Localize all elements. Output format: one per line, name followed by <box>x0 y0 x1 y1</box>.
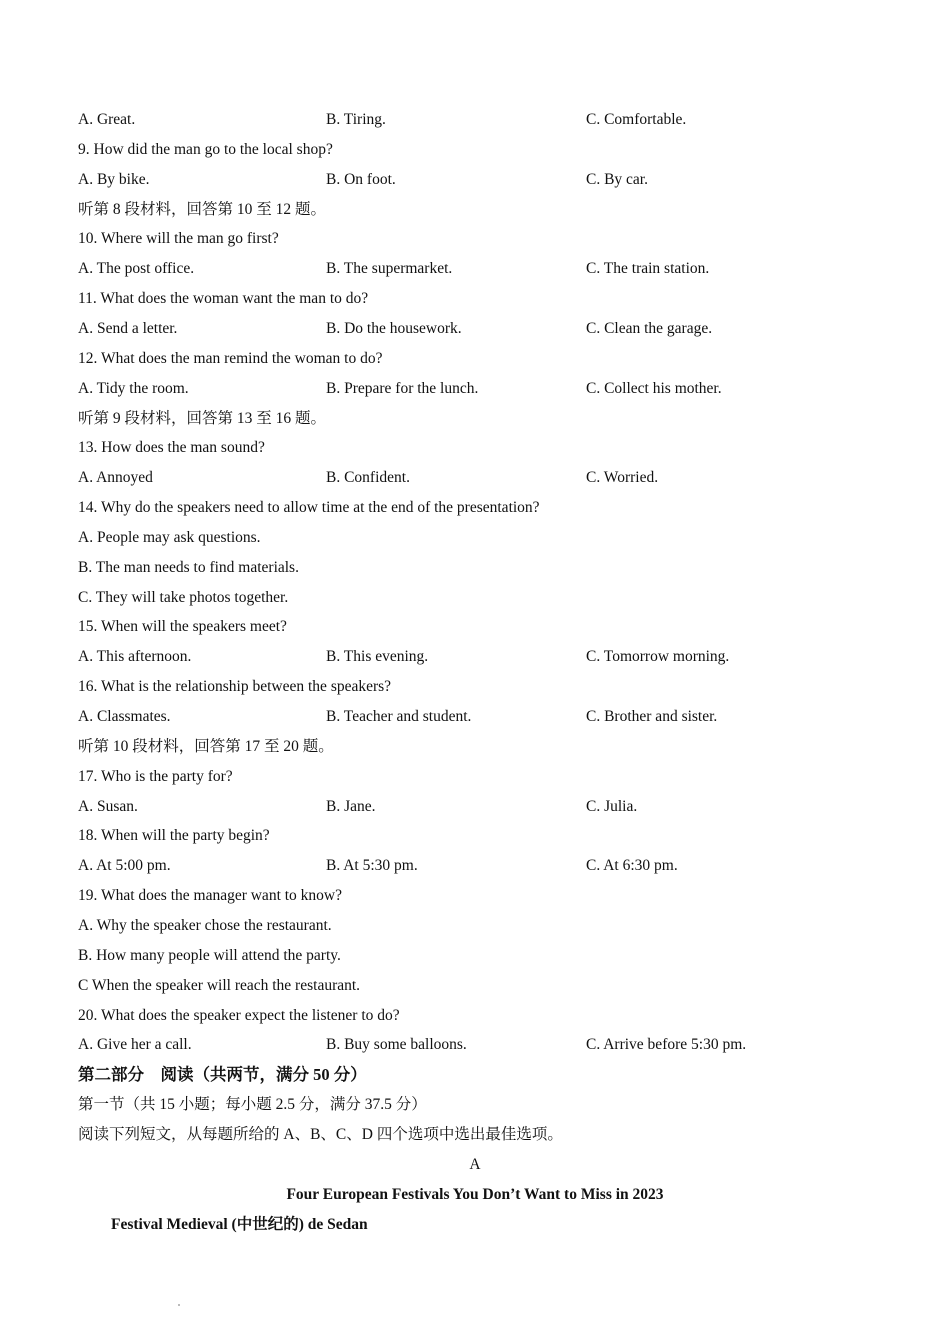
question-line: 13. How does the man sound? <box>78 439 265 457</box>
answer-option: B. Prepare for the lunch. <box>326 379 479 397</box>
answer-option: B. On foot. <box>326 170 396 188</box>
passage-letter: A <box>469 1156 481 1173</box>
question-line: 19. What does the manager want to know? <box>78 887 342 905</box>
answer-option: A. Tidy the room. <box>78 379 189 397</box>
answer-option: C. The train station. <box>586 260 710 278</box>
answer-option: C. Arrive before 5:30 pm. <box>586 1036 747 1054</box>
answer-option: C. Worried. <box>586 469 659 487</box>
answer-option: A. The post office. <box>78 260 195 278</box>
passage-subheading: Festival Medieval (中世纪的) de Sedan <box>111 1216 368 1233</box>
answer-option: C. Comfortable. <box>586 111 687 128</box>
answer-option: C. Julia. <box>586 797 638 815</box>
answer-option: A. Great. <box>78 111 136 128</box>
question-line: 14. Why do the speakers need to allow time at the end of the presentation? <box>78 499 540 517</box>
answer-option: B. Do the housework. <box>326 319 462 337</box>
answer-option: B. Jane. <box>326 797 376 815</box>
answer-option: C. Brother and sister. <box>586 708 718 725</box>
question-line: 11. What does the woman want the man to do? <box>78 290 369 308</box>
question-line: C When the speaker will reach the restaurant. <box>78 976 361 994</box>
question-line: 18. When will the party begin? <box>78 827 270 845</box>
question-line: 9. How did the man go to the local shop? <box>78 140 333 158</box>
answer-option: A. Susan. <box>78 797 138 815</box>
answer-option: B. This evening. <box>326 648 429 666</box>
question-line: 17. Who is the party for? <box>78 767 233 785</box>
question-line: 16. What is the relationship between the speakers? <box>78 678 392 696</box>
question-line: 10. Where will the man go first? <box>78 230 279 248</box>
reading-instruction: 阅读下列短文，从每题所给的 A、B、C、D 四个选项中选出最佳选项。 <box>78 1126 563 1143</box>
answer-option: B. Confident. <box>326 469 410 487</box>
answer-option: C. Collect his mother. <box>586 379 722 397</box>
question-line: 听第 10 段材料，回答第 17 至 20 题。 <box>78 737 334 755</box>
answer-option: A. By bike. <box>78 170 150 188</box>
question-line: 听第 9 段材料，回答第 13 至 16 题。 <box>78 409 327 427</box>
answer-option: B. The supermarket. <box>326 260 453 278</box>
scan-speck <box>178 1304 180 1306</box>
answer-option: A. Annoyed <box>78 469 153 487</box>
answer-option: C. By car. <box>586 170 648 188</box>
part2-title: 第二部分 阅读（共两节，满分 50 分） <box>78 1065 367 1084</box>
answer-option: C. At 6:30 pm. <box>586 857 678 875</box>
question-line: A. People may ask questions. <box>78 528 261 546</box>
question-line: 12. What does the man remind the woman to do? <box>78 349 383 367</box>
question-line: B. How many people will attend the party. <box>78 946 341 964</box>
answer-option: C. Clean the garage. <box>586 319 713 337</box>
answer-option: C. Tomorrow morning. <box>586 648 730 666</box>
answer-option: A. Send a letter. <box>78 319 178 337</box>
answer-option: A. At 5:00 pm. <box>78 857 171 875</box>
answer-option: A. Classmates. <box>78 708 171 725</box>
answer-option: B. Buy some balloons. <box>326 1036 467 1054</box>
question-line: C. They will take photos together. <box>78 588 289 606</box>
passage-title: Four European Festivals You Don’t Want to Miss in 2023 <box>286 1186 664 1203</box>
question-line: 20. What does the speaker expect the listener to do? <box>78 1006 400 1024</box>
answer-option: B. At 5:30 pm. <box>326 857 418 875</box>
question-line: A. Why the speaker chose the restaurant. <box>78 916 332 934</box>
question-line: B. The man needs to find materials. <box>78 558 299 576</box>
section1-heading: 第一节（共 15 小题；每小题 2.5 分，满分 37.5 分） <box>78 1096 427 1113</box>
answer-option: A. Give her a call. <box>78 1036 192 1054</box>
question-line: 15. When will the speakers meet? <box>78 618 287 636</box>
answer-option: A. This afternoon. <box>78 648 192 666</box>
question-line: 听第 8 段材料，回答第 10 至 12 题。 <box>78 200 327 218</box>
answer-option: B. Tiring. <box>326 111 386 128</box>
answer-option: B. Teacher and student. <box>326 708 472 725</box>
